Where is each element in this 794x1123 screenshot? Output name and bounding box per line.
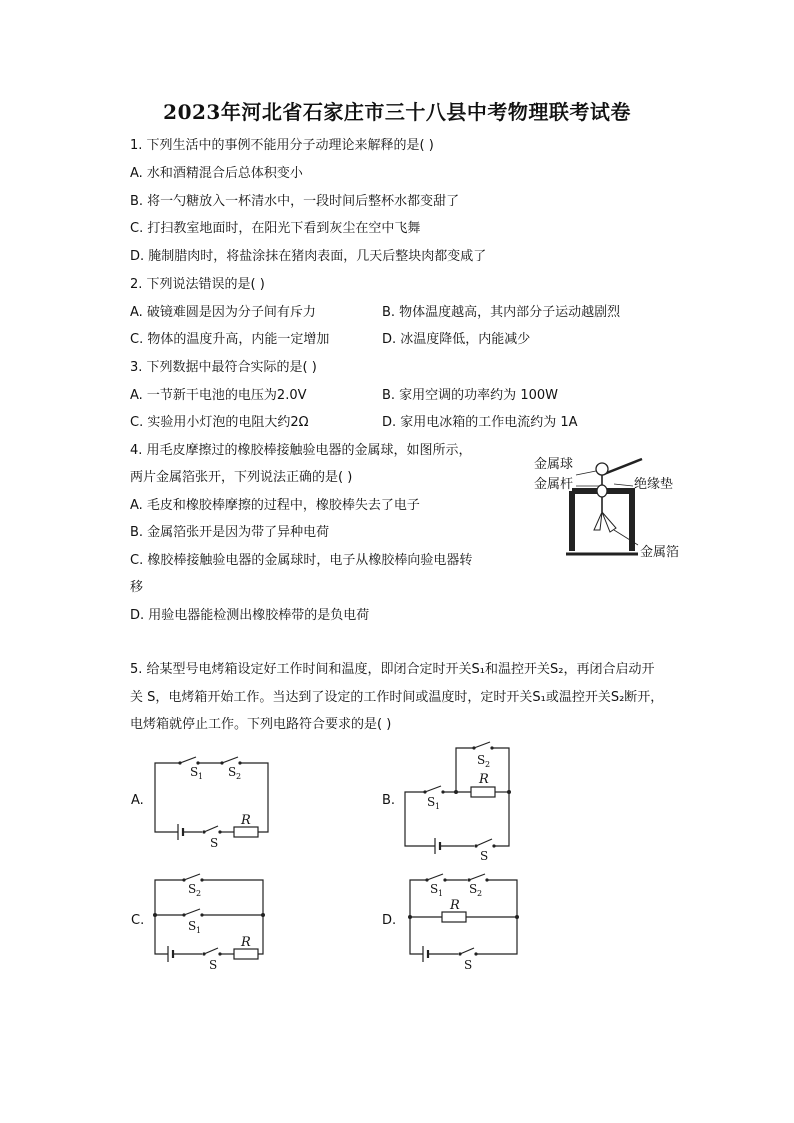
- d-r-label: R: [450, 898, 460, 913]
- q1-stem: 1. 下列生活中的事例不能用分子动理论来解释的是( ): [130, 138, 434, 153]
- d-s2-label: S: [469, 882, 478, 896]
- c-s2-label: S: [188, 882, 197, 896]
- a-s1-sub: 1: [198, 772, 204, 781]
- c-r-label: R: [241, 935, 251, 950]
- c-s1-label: S: [188, 919, 197, 933]
- d-s2-sub: 2: [477, 889, 483, 898]
- b-s1-label: S: [427, 795, 436, 809]
- q2-option-d[interactable]: D. 冰温度降低，内能减少: [382, 332, 531, 347]
- q2-option-a[interactable]: A. 破镜难圆是因为分子间有斥力: [130, 305, 316, 320]
- q4-option-a[interactable]: A. 毛皮和橡胶棒摩擦的过程中，橡胶棒失去了电子: [130, 498, 420, 513]
- b-r-label: R: [479, 772, 489, 787]
- a-s-label: S: [210, 836, 219, 850]
- b-s2-sub: 2: [485, 760, 491, 769]
- q2-stem: 2. 下列说法错误的是( ): [130, 277, 265, 292]
- q2-option-c[interactable]: C. 物体的温度升高，内能一定增加: [130, 332, 330, 347]
- q4-stem-line2: 两片金属箔张开，下列说法正确的是( ): [130, 470, 353, 485]
- label-metal-rod: 金属杆: [534, 477, 574, 492]
- circuit-a: [150, 750, 280, 850]
- q1-option-a[interactable]: A. 水和酒精混合后总体积变小: [130, 166, 303, 181]
- q3-option-d[interactable]: D. 家用电冰箱的工作电流约为 1A: [382, 415, 578, 430]
- circuit-c-letter[interactable]: C.: [131, 913, 145, 928]
- b-s2-label: S: [477, 753, 486, 767]
- a-s2-label: S: [228, 765, 237, 779]
- q4-option-b[interactable]: B. 金属箔张开是因为带了异种电荷: [130, 525, 330, 540]
- q5-stem-line3: 电烤箱就停止工作。下列电路符合要求的是( ): [130, 717, 392, 732]
- circuit-c: [150, 872, 280, 977]
- d-s-label: S: [464, 958, 473, 972]
- d-s1-sub: 1: [438, 889, 444, 898]
- circuit-b: [400, 740, 530, 865]
- b-s1-sub: 1: [435, 802, 441, 811]
- q4-stem-line1: 4. 用毛皮摩擦过的橡胶棒接触验电器的金属球，如图所示，: [130, 443, 472, 458]
- q4-option-c[interactable]: C. 橡胶棒接触验电器的金属球时，电子从橡胶棒向验电器转: [130, 553, 473, 568]
- q4-option-c-cont: 移: [130, 580, 144, 595]
- q1-option-b[interactable]: B. 将一勺糖放入一杯清水中，一段时间后整杯水都变甜了: [130, 194, 460, 209]
- circuit-a-letter[interactable]: A.: [131, 793, 144, 808]
- circuit-b-letter[interactable]: B.: [382, 793, 396, 808]
- q3-stem: 3. 下列数据中最符合实际的是( ): [130, 360, 317, 375]
- a-s1-label: S: [190, 765, 199, 779]
- electroscope-figure: [530, 450, 710, 560]
- q3-option-b[interactable]: B. 家用空调的功率约为 100W: [382, 388, 558, 403]
- label-metal-ball: 金属球: [534, 457, 574, 472]
- circuit-d: [402, 872, 532, 977]
- q2-option-b[interactable]: B. 物体温度越高，其内部分子运动越剧烈: [382, 305, 621, 320]
- d-s1-label: S: [430, 882, 439, 896]
- q4-option-d[interactable]: D. 用验电器能检测出橡胶棒带的是负电荷: [130, 608, 370, 623]
- label-insulating-pad: 绝缘垫: [634, 477, 674, 492]
- c-s1-sub: 1: [196, 926, 202, 935]
- circuit-d-letter[interactable]: D.: [382, 913, 397, 928]
- label-metal-foil: 金属箔: [640, 545, 680, 560]
- q1-option-d[interactable]: D. 腌制腊肉时，将盐涂抹在猪肉表面，几天后整块肉都变咸了: [130, 249, 487, 264]
- q5-stem-line2: 关 S，电烤箱开始工作。当达到了设定的工作时间或温度时，定时开关S₁或温控开关S₂断开，: [130, 690, 664, 705]
- a-s2-sub: 2: [236, 772, 242, 781]
- q5-stem-line1: 5. 给某型号电烤箱设定好工作时间和温度，即闭合定时开关S₁和温控开关S₂，再闭合启动开: [130, 662, 655, 677]
- c-s2-sub: 2: [196, 889, 202, 898]
- page-title: 2023年河北省石家庄市三十八县中考物理联考试卷: [163, 100, 631, 124]
- q1-option-c[interactable]: C. 打扫教室地面时，在阳光下看到灰尘在空中飞舞: [130, 221, 421, 236]
- q3-option-c[interactable]: C. 实验用小灯泡的电阻大约2Ω: [130, 415, 309, 430]
- q3-option-a[interactable]: A. 一节新干电池的电压为2.0V: [130, 388, 307, 403]
- b-s-label: S: [480, 849, 489, 863]
- c-s-label: S: [209, 958, 218, 972]
- a-r-label: R: [241, 813, 251, 828]
